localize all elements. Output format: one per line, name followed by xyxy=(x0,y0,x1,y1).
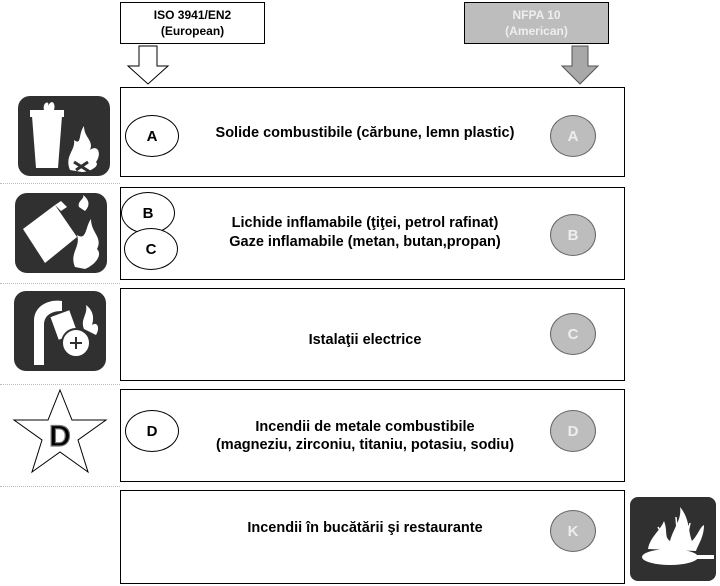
class-b-description: Lichide inflamabile (ţiţei, petrol rafinat) xyxy=(231,215,499,231)
class-k-row xyxy=(120,490,625,584)
us-class-d-oval: D xyxy=(550,410,596,452)
kitchen-description: Incendii în bucătării şi restaurante xyxy=(247,520,483,536)
european-standard-title: ISO 3941/EN2 xyxy=(153,8,232,22)
american-standard-header xyxy=(464,2,609,44)
european-standard-subtitle: (European) xyxy=(160,24,225,38)
separator-line xyxy=(0,486,120,487)
metal-star-icon xyxy=(10,388,110,476)
us-class-c-oval: C xyxy=(550,313,596,355)
european-standard-header xyxy=(120,2,265,44)
class-a-description: Solide combustibile (cărbune, lemn plastic) xyxy=(215,125,515,141)
american-down-arrow-icon xyxy=(552,42,612,86)
eu-class-b-oval: B xyxy=(121,192,175,234)
eu-class-d-oval: D xyxy=(125,410,179,452)
liquid-gas-fire-icon xyxy=(15,193,107,273)
electrical-description: Istalaţii electrice xyxy=(308,332,422,348)
star-label: D xyxy=(49,420,71,453)
us-class-k-oval: K xyxy=(550,510,596,552)
electrical-fire-icon xyxy=(14,291,106,371)
separator-line xyxy=(0,384,120,385)
eu-class-c-oval: C xyxy=(124,228,178,270)
american-standard-subtitle: (American) xyxy=(505,24,568,38)
separator-line xyxy=(0,283,120,284)
american-standard-title: NFPA 10 xyxy=(512,8,561,22)
us-class-a-oval: A xyxy=(550,115,596,157)
class-d-description: Incendii de metale combustibile xyxy=(255,419,475,435)
class-c-gas-description: Gaze inflamabile (metan, butan,propan) xyxy=(229,234,501,250)
eu-class-a-oval: A xyxy=(125,115,179,157)
european-down-arrow-icon xyxy=(120,42,180,86)
separator-line xyxy=(0,183,120,184)
us-class-b-oval: B xyxy=(550,214,596,256)
class-d-metals-list: (magneziu, zirconiu, titaniu, potasiu, sodiu) xyxy=(215,437,515,453)
kitchen-pan-fire-icon xyxy=(630,497,716,581)
trash-fire-icon xyxy=(18,96,110,176)
